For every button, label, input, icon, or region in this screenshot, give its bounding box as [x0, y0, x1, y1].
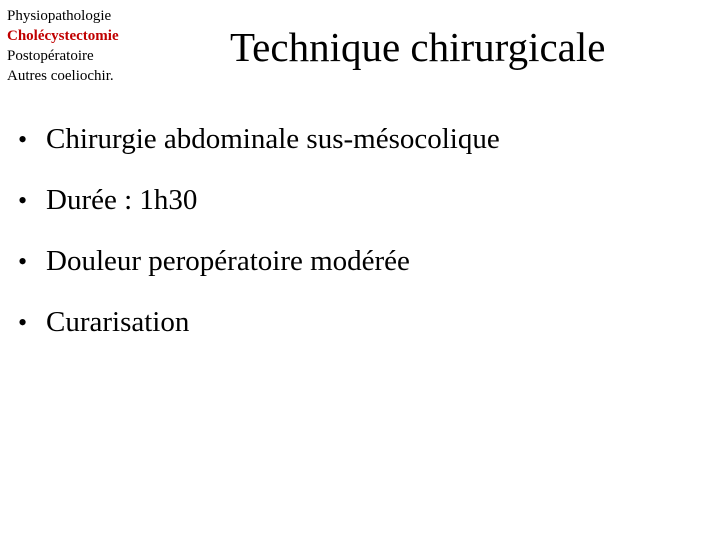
bullet-icon: •	[18, 308, 28, 337]
bullet-item	[18, 237, 500, 286]
bullet-icon: •	[18, 186, 28, 215]
bullet-icon: •	[18, 125, 28, 154]
nav-item-cholecystectomie[interactable]: Cholécystectomie	[7, 28, 119, 44]
bullet-item	[18, 115, 500, 164]
nav-item-postoperatoire[interactable]: Postopératoire	[7, 48, 94, 64]
nav-item-autres-coeliochir[interactable]: Autres coeliochir.	[7, 68, 114, 84]
slide-title: Technique chirurgicale	[230, 24, 606, 70]
bullet-text: Douleur peropératoire modérée	[46, 245, 410, 277]
bullet-item	[18, 176, 500, 225]
bullet-icon: •	[18, 247, 28, 276]
nav-item-physiopathologie[interactable]: Physiopathologie	[7, 8, 112, 24]
bullet-text: Durée : 1h30	[46, 184, 198, 216]
bullet-item	[18, 298, 500, 347]
section-nav	[7, 6, 119, 86]
bullet-text: Chirurgie abdominale sus-mésocolique	[46, 123, 500, 155]
bullet-text: Curarisation	[46, 306, 190, 338]
bullet-list	[18, 115, 500, 359]
